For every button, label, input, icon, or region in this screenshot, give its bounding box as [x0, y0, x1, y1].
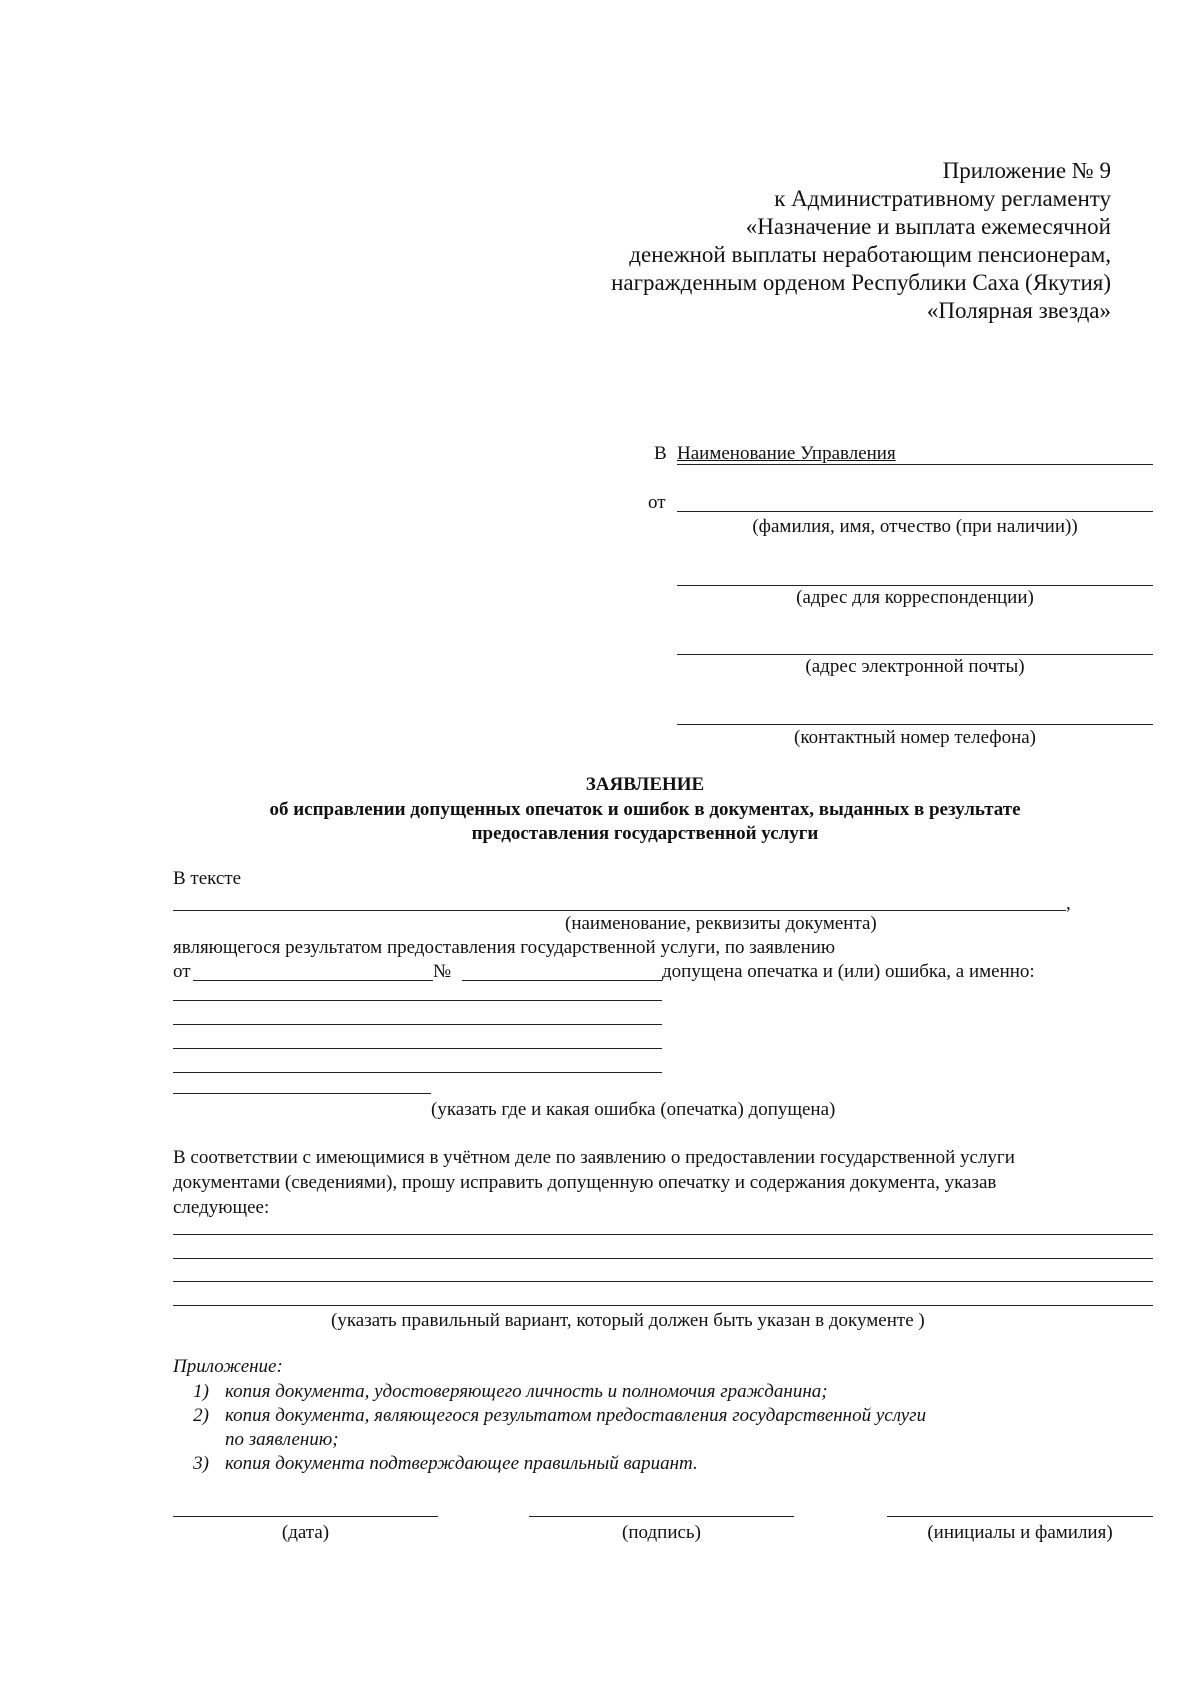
- document-name-line: [173, 910, 1066, 911]
- appendix-line: «Полярная звезда»: [926, 298, 1111, 323]
- to-line: [677, 464, 1153, 465]
- correct-caption: (указать правильный вариант, который должен быть указан в документе ): [331, 1310, 925, 1331]
- attachment-text: копия документа подтверждающее правильный вариант.: [225, 1453, 698, 1474]
- document-subtitle-line2: предоставления государственной услуги: [471, 823, 819, 844]
- signature-caption: (подпись): [622, 1522, 701, 1543]
- appendix-line: Приложение № 9: [942, 158, 1111, 183]
- request-paragraph: [173, 1145, 1093, 1220]
- attachment-item: [173, 1452, 1073, 1476]
- date-line: [193, 980, 433, 981]
- number-line: [462, 980, 662, 981]
- error-line: [173, 1048, 662, 1049]
- error-caption: (указать где и какая ошибка (опечатка) допущена): [431, 1099, 836, 1120]
- document-caption: (наименование, реквизиты документа): [565, 913, 877, 934]
- name-caption: (инициалы и фамилия): [927, 1522, 1113, 1543]
- attachment-number: 2): [193, 1405, 209, 1426]
- correct-line: [173, 1258, 1153, 1259]
- appendix-line: к Административному регламенту: [774, 186, 1111, 211]
- attachments-heading: Приложение:: [173, 1356, 283, 1377]
- attachment-item: [173, 1380, 1073, 1404]
- date-signature-line: [173, 1516, 438, 1517]
- correct-line: [173, 1281, 1153, 1282]
- document-subtitle-line1: об исправлении допущенных опечаток и ошибок в документах, выданных в результате: [269, 799, 1021, 820]
- to-prefix: В: [654, 443, 667, 464]
- request-line: следующее:: [173, 1197, 270, 1218]
- fio-line: [677, 511, 1153, 512]
- error-line: [173, 1000, 662, 1001]
- attachment-number: 1): [193, 1381, 209, 1402]
- phone-caption: (контактный номер телефона): [794, 727, 1036, 748]
- number-label: №: [433, 961, 452, 982]
- appendix-line: награжденным орденом Республики Саха (Якутия): [611, 270, 1111, 295]
- correct-line: [173, 1234, 1153, 1235]
- address-line: [677, 585, 1153, 586]
- from-date-label: от: [173, 961, 191, 982]
- document-title: ЗАЯВЛЕНИЕ: [585, 774, 705, 795]
- request-line: В соответствии с имеющимися в учётном деле по заявлению о предоставлении государственной услуги: [173, 1147, 1015, 1168]
- fio-caption: (фамилия, имя, отчество (при наличии)): [752, 516, 1078, 537]
- attachment-text-continued: по заявлению;: [225, 1429, 339, 1450]
- appendix-line: денежной выплаты неработающим пенсионерам,: [629, 242, 1111, 267]
- signature-line: [529, 1516, 794, 1517]
- error-label: допущена опечатка и (или) ошибка, а именно:: [662, 961, 1035, 982]
- correct-line: [173, 1305, 1153, 1306]
- request-line: документами (сведениями), прошу исправить допущенную опечатку и содержания документа, указав: [173, 1172, 997, 1193]
- appendix-header: [511, 157, 1111, 325]
- date-caption: (дата): [281, 1522, 330, 1543]
- error-line: [173, 1072, 662, 1073]
- comma: ,: [1066, 893, 1071, 914]
- attachment-text: копия документа, удостоверяющего личность и полномочия гражданина;: [225, 1381, 828, 1402]
- name-signature-line: [887, 1516, 1153, 1517]
- appendix-line: «Назначение и выплата ежемесячной: [745, 214, 1111, 239]
- attachment-number: 3): [193, 1453, 209, 1474]
- attachment-text: копия документа, являющегося результатом предоставления государственной услуги: [225, 1405, 927, 1426]
- email-line: [677, 654, 1153, 655]
- address-caption: (адрес для корреспонденции): [796, 587, 1034, 608]
- error-line: [173, 1024, 662, 1025]
- phone-line: [677, 724, 1153, 725]
- to-value: Наименование Управления: [677, 443, 896, 464]
- error-line: [173, 1093, 431, 1094]
- from-prefix: от: [648, 492, 666, 513]
- attachment-item: [173, 1404, 1073, 1452]
- result-line: являющегося результатом предоставления государственной услуги, по заявлению: [173, 937, 836, 958]
- in-text-label: В тексте: [173, 868, 242, 889]
- email-caption: (адрес электронной почты): [805, 656, 1025, 677]
